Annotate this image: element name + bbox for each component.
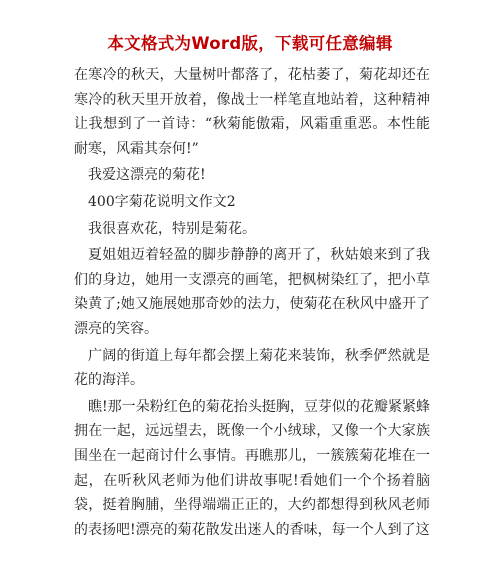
paragraph-like-flowers: 我很喜欢花，特别是菊花。	[88, 220, 256, 237]
paragraph-love-chrysanthemum: 我爱这漂亮的菊花!	[88, 167, 206, 184]
document-body	[74, 63, 430, 544]
paragraph-autumn-arrives: 夏姐姐迈着轻盈的脚步静静的离开了，秋姑娘来到了我们的身边，她用一支漂亮的画笔，把枫树染红了，把小草染黄了;她又施展她那奇妙的法力，使菊花在秋风中盛开了漂亮的笑容。	[74, 247, 430, 337]
essay-title: 400字菊花说明文作文2	[88, 193, 236, 210]
paragraph-pink-chrysanthemum: 瞧!那一朵粉红色的菊花抬头挺胸，豆芽似的花瓣紧紧蜂拥在一起，远远望去，既像一个小绒球，又像一个大家族围坐在一起商讨什么事情。再瞧那儿，一簇簇菊花堆在一起，在听秋风老师为他们讲故事呢!看她们一个个扬着脑袋，挺着胸脯，坐得端端正正的，大约都想得到秋风老师的表扬吧!漂亮的菊花散发出迷人的香味，每一个人到了这	[74, 398, 430, 538]
paragraph-street-decoration: 广阔的街道上每年都会摆上菊花来装饰，秋季俨然就是花的海洋。	[74, 347, 430, 389]
format-banner: 本文格式为Word版，下载可任意编辑	[107, 34, 393, 53]
paragraph-autumn-poem: 在寒冷的秋天，大量树叶都落了，花枯萎了，菊花却还在寒冷的秋天里开放着，像战士一样笔直地站着，这种精神让我想到了一首诗：“秋菊能傲霜，风霜重重恶。本性能耐寒，风霜其奈何!”	[74, 67, 430, 157]
